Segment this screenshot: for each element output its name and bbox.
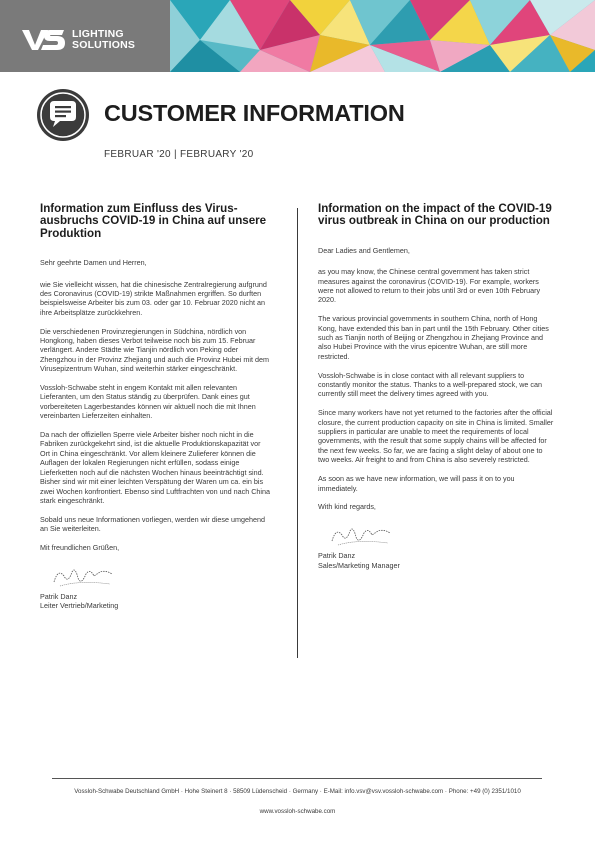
polygon-pattern-image — [170, 0, 595, 72]
company-name-line2: SOLUTIONS — [72, 39, 136, 51]
company-logo — [20, 27, 135, 53]
german-signer-name — [40, 592, 272, 611]
german-paragraph-1: wie Sie vielleicht wissen, hat die chinesische Zentralregierung aufgrund des Coronavirus (COVID-19) strikte Maßnahmen ergriffen. So durften beispielsweise Arbeiter bis zum 03. oder gar 10. Februar 2020 nicht an ihre Arbeitsplätze zurückkehren. — [40, 279, 267, 317]
footer-website-link[interactable]: www.vossloh-schwabe.com — [259, 808, 336, 815]
german-heading: Information zum Einfluss des Virus-ausbruchs COVID-19 in China auf unsere Produktion — [40, 202, 267, 240]
german-paragraph-4: Da nach der offiziellen Sperre viele Arbeiter bisher noch nicht in die Fabriken zurückgekehrt sind, ist die aktuelle Produktionskapazität vor Ort in China eingeschränkt. Vor allem kleinere Zulieferer können die Auflagen der lokalen Regierungen nicht erfüllen, sodass einige Lieferketten noch auf die nächsten Wochen hinaus beeinträchtigt sind. Bisher sind wir mit einer leichten Verspätung der Waren um ca. ein bis zwei Wochen konfrontiert. Ebenso sind Luftfrachten von und nach China stark eingeschränkt. — [40, 430, 271, 505]
english-paragraph-3: Vossloh-Schwabe is in close contact with all relevant suppliers to constantly monitor the status. Thanks to a well-prepared stock, we can currently still meet the delivery times agreed with you. — [318, 370, 542, 399]
company-name-line1: LIGHTING — [72, 28, 124, 40]
speech-bubble-icon — [36, 88, 90, 142]
german-salutation: Sehr geehrte Damen und Herren, — [40, 258, 147, 268]
footer-divider — [52, 778, 542, 779]
english-signer-name-text: Patrik Danz — [318, 551, 356, 561]
page-title: CUSTOMER INFORMATION — [104, 100, 405, 126]
signature-image — [50, 562, 120, 592]
german-paragraph-3: Vossloh-Schwabe steht in engem Kontakt mit allen relevanten Lieferanten, um den Status ständig zu überprüfen. Dank eines gut vorbereiteten Lagerbestandes können wir aktuell noch die mit Ihnen vereinbarten Lieferzeiten einhalten. — [40, 383, 256, 421]
brand-bar — [0, 0, 170, 72]
signature-image — [328, 521, 398, 551]
english-heading: Information on the impact of the COVID-19 virus outbreak in China on our production — [318, 202, 552, 228]
english-closing: With kind regards, — [318, 502, 376, 512]
english-paragraph-1: as you may know, the Chinese central government has taken strict measures against the coronavirus (COVID-19). For example, workers were not allowed to return to their jobs until 3rd or even 10th February 2020. — [318, 267, 541, 305]
english-paragraph-4: Since many workers have not yet returned to the factories after the official closure, the current production capacity on site in China is limited. Smaller suppliers in particular are unable to meet the requirements of local governments, with the result that some supply chains will be affected for the next few weeks. So far, we are facing a slight delay of about one to two weeks. Air freight to and from China is also severely restricted. — [318, 408, 554, 465]
english-column — [318, 203, 554, 570]
english-signer-name — [318, 551, 554, 570]
issue-date: FEBRUAR '20 | FEBRUARY '20 — [104, 149, 254, 160]
english-paragraph-5: As soon as we have new information, we will pass it on to you immediately. — [318, 474, 515, 493]
german-signer-name-text: Patrik Danz — [40, 591, 78, 601]
english-salutation: Dear Ladies and Gentlemen, — [318, 245, 410, 255]
footer-address: Vossloh-Schwabe Deutschland GmbH · Hohe Steinert 8 · 58509 Lüdenscheid · Germany · E-Mail: info.vsv@vsv.vossloh-schwabe.com · Phone: +49 (0) 2351/1010 — [74, 788, 521, 795]
german-paragraph-5: Sobald uns neue Informationen vorliegen, werden wir diese umgehend an Sie weiterleiten. — [40, 514, 265, 534]
column-divider — [297, 208, 298, 658]
english-signer-title: Sales/Marketing Manager — [318, 560, 400, 570]
decorative-banner — [170, 0, 595, 72]
vs-logo-icon — [20, 28, 66, 52]
english-paragraph-2: The various provincial governments in southern China, north of Hong Kong, have extended this ban in part until the 15th February. Other cities such as Tianjin north of Beijing or Zhengzhou in Zhejiang Province and also Hubei Province with the virus epicentre Wuhan, are still more restricted. — [318, 314, 549, 361]
german-column — [40, 203, 272, 611]
german-paragraph-2: Die verschiedenen Provinzregierungen in Südchina, nördlich von Hongkong, haben dieses Verbot teilweise noch bis zum 15. Februar verlängert. Andere Städte wie Tianjin nördlich von Peking oder Zhengzhou in der Provinz Zhejiang und auch die Provinz Hubei mit dem Virusepizentrum Wuhan, sind weiterhin stärker eingeschränkt. — [40, 326, 269, 374]
german-closing: Mit freundlichen Grüßen, — [40, 542, 120, 552]
german-signer-title: Leiter Vertrieb/Marketing — [40, 601, 119, 611]
company-name — [72, 29, 135, 51]
